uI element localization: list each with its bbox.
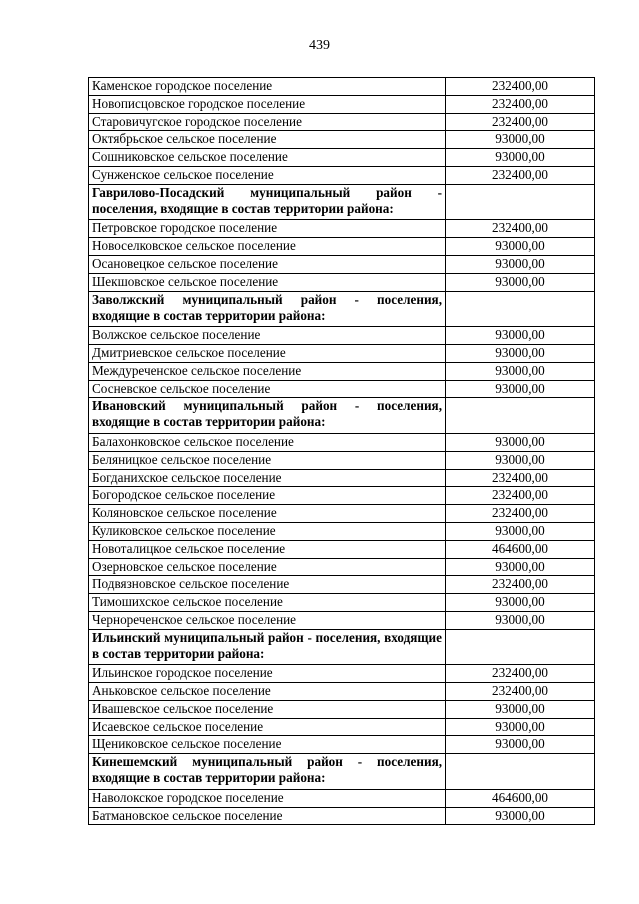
table-row: [89, 327, 595, 345]
district-header-row: [89, 629, 595, 665]
settlement-name-cell: Петровское городское поселение: [89, 220, 446, 238]
amount-cell: 232400,00: [446, 505, 595, 523]
amount-cell: 93000,00: [446, 380, 595, 398]
amount-cell: 93000,00: [446, 700, 595, 718]
table-row: [89, 665, 595, 683]
settlement-name-cell: Куликовское сельское поселение: [89, 522, 446, 540]
amount-cell: 93000,00: [446, 433, 595, 451]
table-row: [89, 789, 595, 807]
settlement-name-cell: Щениковское сельское поселение: [89, 736, 446, 754]
settlement-name-cell: Батмановское сельское поселение: [89, 807, 446, 825]
amount-cell: [446, 184, 595, 220]
amount-cell: 93000,00: [446, 255, 595, 273]
amount-cell: 93000,00: [446, 594, 595, 612]
amount-cell: 93000,00: [446, 807, 595, 825]
settlement-name-cell: Ивашевское сельское поселение: [89, 700, 446, 718]
table-row: [89, 273, 595, 291]
table-row: [89, 505, 595, 523]
settlement-name-cell: Междуреченское сельское поселение: [89, 362, 446, 380]
amount-cell: 93000,00: [446, 451, 595, 469]
table-row: [89, 131, 595, 149]
table-row: [89, 540, 595, 558]
amount-cell: 93000,00: [446, 131, 595, 149]
amount-cell: 93000,00: [446, 736, 595, 754]
district-header-row: [89, 754, 595, 790]
settlement-name-cell: Дмитриевское сельское поселение: [89, 344, 446, 362]
amount-cell: [446, 398, 595, 434]
district-name-cell: Заволжский муниципальный район - поселения, входящие в состав территории района:: [89, 291, 446, 327]
amount-cell: 93000,00: [446, 273, 595, 291]
table-row: [89, 255, 595, 273]
table-row: [89, 451, 595, 469]
amount-cell: 232400,00: [446, 78, 595, 96]
settlement-name-cell: Богородское сельское поселение: [89, 487, 446, 505]
table-row: [89, 718, 595, 736]
table-row: [89, 344, 595, 362]
amount-cell: 464600,00: [446, 789, 595, 807]
table-row: [89, 238, 595, 256]
amount-cell: 232400,00: [446, 665, 595, 683]
table-row: [89, 576, 595, 594]
amount-cell: 93000,00: [446, 238, 595, 256]
amount-cell: 232400,00: [446, 220, 595, 238]
table-row: [89, 594, 595, 612]
settlements-table: [88, 77, 595, 825]
table-row: [89, 433, 595, 451]
settlement-name-cell: Новоселковское сельское поселение: [89, 238, 446, 256]
settlement-name-cell: Осановецкое сельское поселение: [89, 255, 446, 273]
district-header-row: [89, 291, 595, 327]
amount-cell: 93000,00: [446, 344, 595, 362]
amount-cell: 93000,00: [446, 718, 595, 736]
settlement-name-cell: Озерновское сельское поселение: [89, 558, 446, 576]
settlement-name-cell: Сосневское сельское поселение: [89, 380, 446, 398]
table-row: [89, 149, 595, 167]
table-row: [89, 683, 595, 701]
amount-cell: [446, 291, 595, 327]
amount-cell: [446, 754, 595, 790]
settlement-name-cell: Балахонковское сельское поселение: [89, 433, 446, 451]
district-name-cell: Гаврилово-Посадский муниципальный район - поселения, входящие в состав территории района:: [89, 184, 446, 220]
table-row: [89, 522, 595, 540]
table-row: [89, 807, 595, 825]
settlement-name-cell: Октябрьское сельское поселение: [89, 131, 446, 149]
district-header-row: [89, 184, 595, 220]
table-row: [89, 380, 595, 398]
settlement-name-cell: Каменское городское поселение: [89, 78, 446, 96]
settlement-name-cell: Коляновское сельское поселение: [89, 505, 446, 523]
settlement-name-cell: Новоталицкое сельское поселение: [89, 540, 446, 558]
settlement-name-cell: Волжское сельское поселение: [89, 327, 446, 345]
amount-cell: 93000,00: [446, 611, 595, 629]
amount-cell: 232400,00: [446, 166, 595, 184]
amount-cell: 93000,00: [446, 522, 595, 540]
table-row: [89, 78, 595, 96]
table-row: [89, 558, 595, 576]
amount-cell: 232400,00: [446, 683, 595, 701]
settlement-name-cell: Ильинское городское поселение: [89, 665, 446, 683]
settlement-name-cell: Наволокское городское поселение: [89, 789, 446, 807]
amount-cell: 93000,00: [446, 558, 595, 576]
settlement-name-cell: Аньковское сельское поселение: [89, 683, 446, 701]
amount-cell: 232400,00: [446, 113, 595, 131]
table-row: [89, 736, 595, 754]
amount-cell: 232400,00: [446, 487, 595, 505]
table-row: [89, 113, 595, 131]
district-name-cell: Ивановский муниципальный район - поселения, входящие в состав территории района:: [89, 398, 446, 434]
district-name-cell: Кинешемский муниципальный район - поселения, входящие в состав территории района:: [89, 754, 446, 790]
amount-cell: 93000,00: [446, 362, 595, 380]
table-row: [89, 362, 595, 380]
amount-cell: 232400,00: [446, 576, 595, 594]
settlement-name-cell: Беляницкое сельское поселение: [89, 451, 446, 469]
table-row: [89, 166, 595, 184]
table-row: [89, 487, 595, 505]
settlement-name-cell: Богданихское сельское поселение: [89, 469, 446, 487]
settlement-name-cell: Чернореченское сельское поселение: [89, 611, 446, 629]
settlement-name-cell: Исаевское сельское поселение: [89, 718, 446, 736]
table-row: [89, 700, 595, 718]
table-body: [89, 78, 595, 825]
district-header-row: [89, 398, 595, 434]
table-row: [89, 611, 595, 629]
amount-cell: 93000,00: [446, 149, 595, 167]
amount-cell: [446, 629, 595, 665]
amount-cell: 464600,00: [446, 540, 595, 558]
table-row: [89, 95, 595, 113]
amount-cell: 232400,00: [446, 95, 595, 113]
page-number: 439: [309, 38, 330, 53]
district-name-cell: Ильинский муниципальный район - поселения, входящие в состав территории района:: [89, 629, 446, 665]
settlement-name-cell: Шекшовское сельское поселение: [89, 273, 446, 291]
amount-cell: 232400,00: [446, 469, 595, 487]
table-row: [89, 469, 595, 487]
table-row: [89, 220, 595, 238]
settlement-name-cell: Старовичугское городское поселение: [89, 113, 446, 131]
settlement-name-cell: Сошниковское сельское поселение: [89, 149, 446, 167]
settlement-name-cell: Тимошихское сельское поселение: [89, 594, 446, 612]
amount-cell: 93000,00: [446, 327, 595, 345]
settlement-name-cell: Сунженское сельское поселение: [89, 166, 446, 184]
settlement-name-cell: Новописцовское городское поселение: [89, 95, 446, 113]
settlement-name-cell: Подвязновское сельское поселение: [89, 576, 446, 594]
